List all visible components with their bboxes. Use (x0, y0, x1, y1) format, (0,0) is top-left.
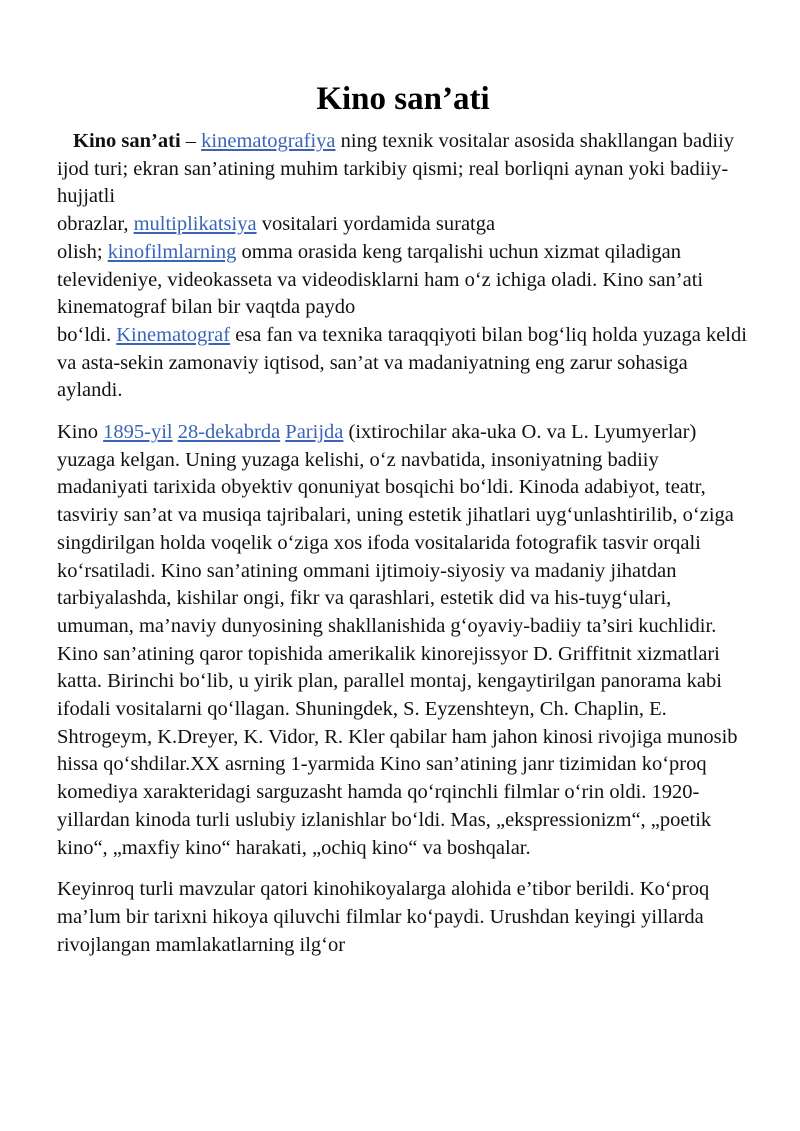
text-span: (ixtirochilar aka-uka O. va L. Lyumyerlar) yuzaga kelgan. Uning yuzaga kelishi, o‘z navbatida, insoniyatning badiiy madaniyati tarixida obyektiv qonuniyat bosqichi bo‘ldi. Kinoda adabiyot, teatr, tasviriy san’at va musiqa tajribalari, uning estetik jihatlari uyg‘unlashtirilib, o‘ziga singdirilgan holda voqelik o‘ziga xos ifoda vositalarida fotografik tasvir orqali ko‘rsatiladi. Kino san’atining ommani ijtimoiy-siyosiy va madaniy jihatdan tarbiyalashda, kishilar ongi, fikr va qarashlari, estetik did va his-tuyg‘ulari, umuman, ma’naviy dunyosining shakllanishida g‘oyaviy-badiiy ta’siri kuchlidir. Kino san’atining qaror topishida amerikalik kinorejissyor D. Griffitnit xizmatlari katta. Birinchi bo‘lib, u yirik plan, parallel montaj, kengaytirilgan panorama kabi ifodali vositalarni qo‘llagan. Shuningdek, S. Eyzenshteyn, Ch. Chaplin, E. Shtrogeym, K.Dreyer, K. Vidor, R. Kler qabilar ham jahon kinosi rivojiga munosib hissa qo‘shdilar.XX asrning 1-yarmida Kino san’atining janr tizimidan ko‘proq komediya xarakteridagi sarguzasht hamda qo‘rqinchli filmlar o‘rin oldi. 1920-yillardan kinoda turli uslubiy izlanishlar bo‘ldi. Mas, „ekspressionizm“, „poetik kino“, „maxfiy kino“ harakati, „ochiq kino“ va boshqalar. (57, 421, 738, 859)
page-title: Kino san’ati (316, 81, 490, 117)
link-kinematografiya[interactable]: kinematografiya (201, 130, 336, 152)
link-kinofilmlarning[interactable]: kinofilmlarning (107, 240, 237, 263)
paragraph-later: Keyinroq turli mavzular qatori kinohikoyalarga alohida e’tibor berildi. Ko‘proq ma’lum bir tarixni hikoya qiluvchi filmlar ko‘paydi. Urushdan keyingi yillarda rivojlangan mamlakatlarning ilg‘or (57, 878, 710, 956)
text-span: omma orasida keng tarqalishi uchun xizmat qiladigan televideniye, videokasseta va videodisklarni ham o‘z ichiga oladi. Kino san’ati kinematograf bilan bir vaqtda paydo (57, 240, 704, 319)
text-span: ning texnik vositalar asosida shakllangan badiiy ijod turi; ekran san’atining muhim tarkibiy qismi; real borliqni aynan yoki badiiy-hujjatli (57, 130, 735, 208)
link-parijda[interactable]: Parijda (285, 421, 344, 444)
text-span: – (180, 130, 202, 152)
text-span: vositalari yordamida suratga (256, 213, 496, 236)
document-page (57, 75, 749, 973)
link-kinematograf[interactable]: Kinematograf (116, 323, 231, 346)
text-span: obrazlar, (57, 213, 134, 236)
text-span: Kino (57, 421, 104, 444)
link-28-dekabrda[interactable]: 28-dekabrda (177, 421, 281, 444)
term-bold: Kino san’ati (73, 130, 181, 152)
link-multiplikatsiya[interactable]: multiplikatsiya (133, 213, 257, 236)
link-1895-yil[interactable]: 1895-yil (103, 421, 173, 444)
text-span: olish; (57, 240, 108, 263)
text-span: esa fan va texnika taraqqiyoti bilan bog‘liq holda yuzaga keldi va asta-sekin zamonaviy iqtisod, san’at va madaniyatning eng zarur sohasiga aylandi. (57, 323, 747, 402)
text-span: bo‘ldi. (57, 323, 117, 346)
paragraph-history (57, 419, 749, 862)
paragraph-intro (57, 128, 749, 405)
